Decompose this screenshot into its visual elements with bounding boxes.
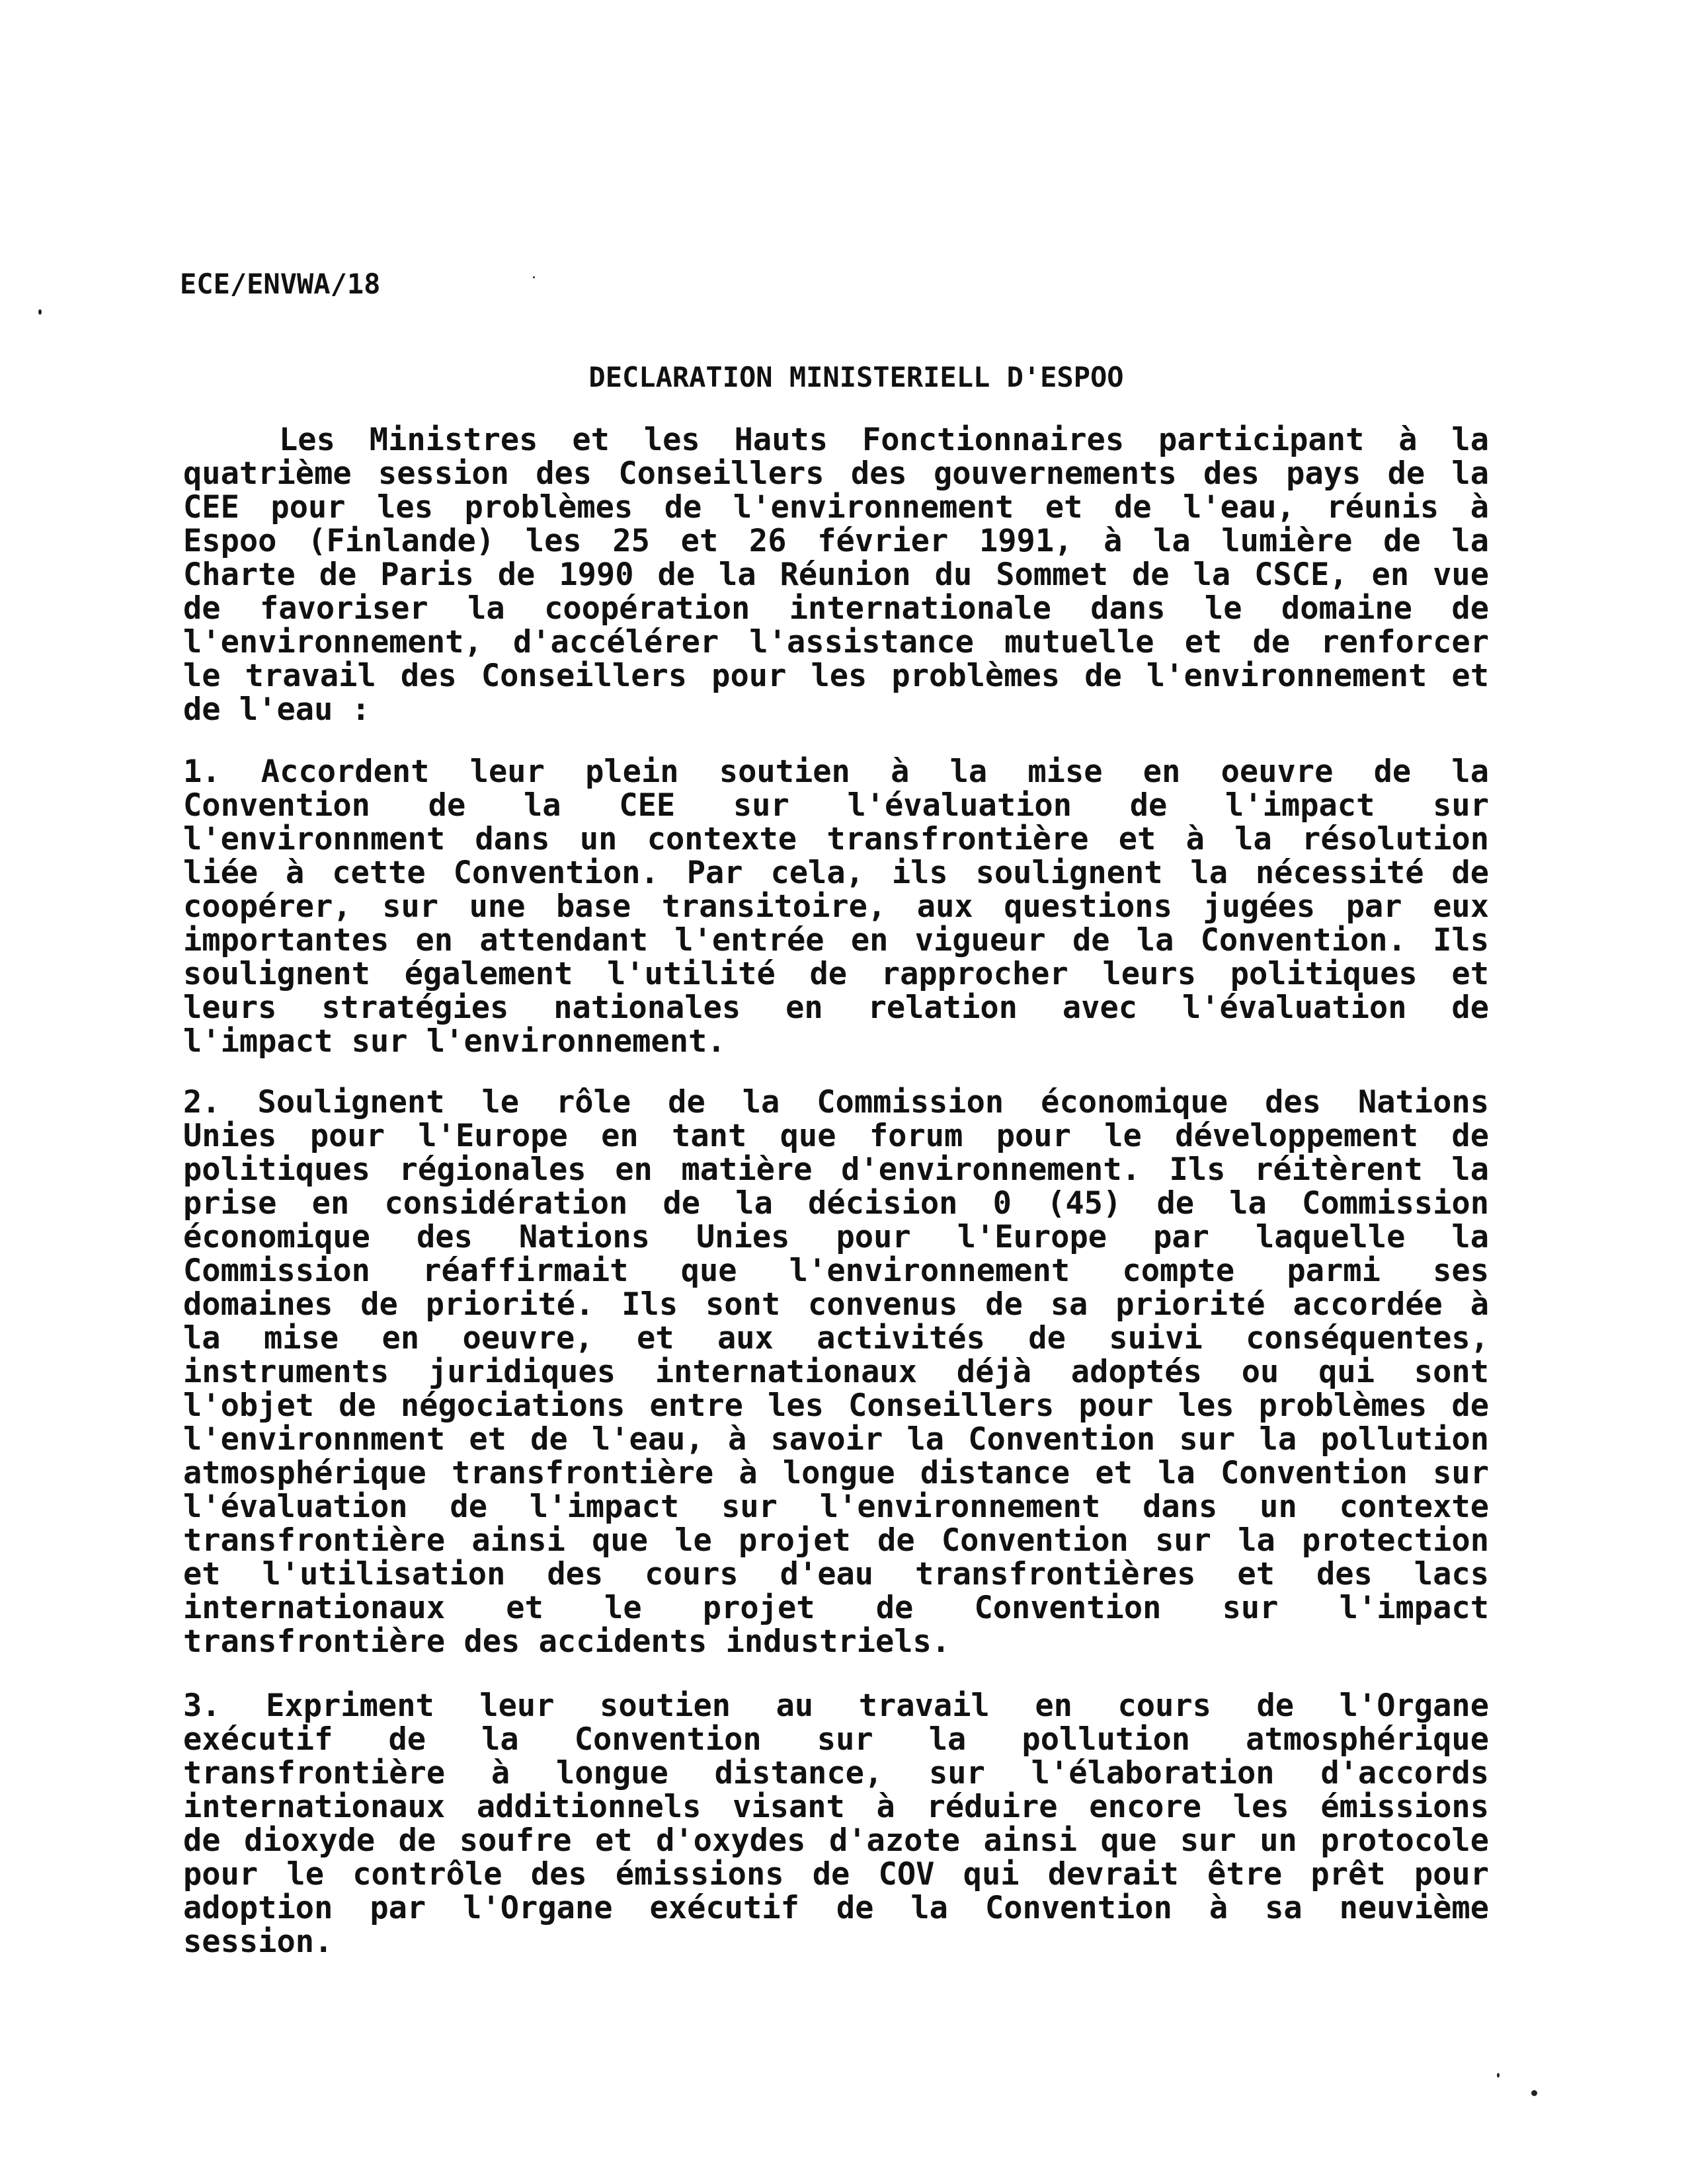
text-line: prise en considération de la décision 0 (45) de la Commission (183, 1185, 1489, 1222)
text-line: l'environnment et de l'eau, à savoir la Convention sur la pollution (183, 1421, 1489, 1458)
text-line: internationaux additionnels visant à réduire encore les émissions (183, 1789, 1489, 1825)
text-line: l'environnment dans un contexte transfrontière et à la résolution (183, 821, 1489, 857)
scan-speck (533, 276, 535, 278)
text-line: politiques régionales en matière d'environnement. Ils réitèrent la (183, 1151, 1489, 1188)
text-line: Unies pour l'Europe en tant que forum pour le développement de (183, 1118, 1489, 1154)
intro-paragraph (183, 423, 1489, 726)
paragraph-1 (183, 755, 1489, 1058)
text-line: exécutif de la Convention sur la pollution atmosphérique (183, 1721, 1489, 1758)
text-line: 2. Soulignent le rôle de la Commission économique des Nations (183, 1084, 1489, 1120)
text-line: de l'eau : (183, 691, 370, 728)
document-reference: ECE/ENVWA/18 (180, 268, 381, 300)
text-line: le travail des Conseillers pour les problèmes de l'environnement et (183, 658, 1489, 694)
text-line: domaines de priorité. Ils sont convenus de sa priorité accordée à (183, 1286, 1489, 1323)
text-line: pour le contrôle des émissions de COV qui devrait être prêt pour (183, 1856, 1489, 1892)
text-line: soulignent également l'utilité de rapprocher leurs politiques et (183, 956, 1489, 992)
text-line: atmosphérique transfrontière à longue distance et la Convention sur (183, 1455, 1489, 1491)
text-line: économique des Nations Unies pour l'Europe par laquelle la (183, 1219, 1489, 1255)
text-line: de favoriser la coopération internationale dans le domaine de (183, 590, 1489, 627)
text-line: Espoo (Finlande) les 25 et 26 février 1991, à la lumière de la (183, 523, 1489, 559)
text-line: liée à cette Convention. Par cela, ils soulignent la nécessité de (183, 855, 1489, 891)
text-line: session. (183, 1924, 333, 1960)
text-line: 3. Expriment leur soutien au travail en cours de l'Organe (183, 1688, 1489, 1724)
text-line: Charte de Paris de 1990 de la Réunion du Sommet de la CSCE, en vue (183, 557, 1489, 593)
text-line: 1. Accordent leur plein soutien à la mise en oeuvre de la (183, 754, 1489, 790)
text-line: adoption par l'Organe exécutif de la Convention à sa neuvième (183, 1890, 1489, 1926)
text-line: transfrontière des accidents industriels. (183, 1623, 951, 1660)
text-line: l'objet de négociations entre les Conseillers pour les problèmes de (183, 1387, 1489, 1424)
text-line: et l'utilisation des cours d'eau transfrontières et des lacs (183, 1556, 1489, 1592)
text-line: quatrième session des Conseillers des gouvernements des pays de la (183, 455, 1489, 492)
text-line: transfrontière à longue distance, sur l'élaboration d'accords (183, 1755, 1489, 1791)
text-line: l'évaluation de l'impact sur l'environnement dans un contexte (183, 1489, 1489, 1525)
text-line: importantes en attendant l'entrée en vigueur de la Convention. Ils (183, 922, 1489, 958)
document-title: DECLARATION MINISTERIELL D'ESPOO (588, 361, 1124, 393)
text-line: Commission réaffirmait que l'environnement compte parmi ses (183, 1253, 1489, 1289)
text-line: instruments juridiques internationaux déjà adoptés ou qui sont (183, 1354, 1489, 1390)
text-line: transfrontière ainsi que le projet de Convention sur la protection (183, 1522, 1489, 1559)
paragraph-2 (183, 1085, 1489, 1658)
scan-speck (38, 309, 42, 315)
text-line: la mise en oeuvre, et aux activités de suivi conséquentes, (183, 1320, 1489, 1356)
text-line: de dioxyde de soufre et d'oxydes d'azote ainsi que sur un protocole (183, 1822, 1489, 1859)
text-line: l'impact sur l'environnement. (183, 1023, 726, 1060)
text-line: l'environnement, d'accélérer l'assistance mutuelle et de renforcer (183, 624, 1489, 660)
scan-speck (1531, 2090, 1537, 2096)
text-line: leurs stratégies nationales en relation avec l'évaluation de (183, 990, 1489, 1026)
paragraph-3 (183, 1689, 1489, 1959)
scan-speck (1497, 2073, 1500, 2078)
text-line: Les Ministres et les Hauts Fonctionnaires participant à la (279, 422, 1489, 458)
text-line: CEE pour les problèmes de l'environnement et de l'eau, réunis à (183, 489, 1489, 526)
text-line: internationaux et le projet de Convention sur l'impact (183, 1590, 1489, 1626)
text-line: Convention de la CEE sur l'évaluation de l'impact sur (183, 787, 1489, 824)
text-line: coopérer, sur une base transitoire, aux questions jugées par eux (183, 888, 1489, 925)
